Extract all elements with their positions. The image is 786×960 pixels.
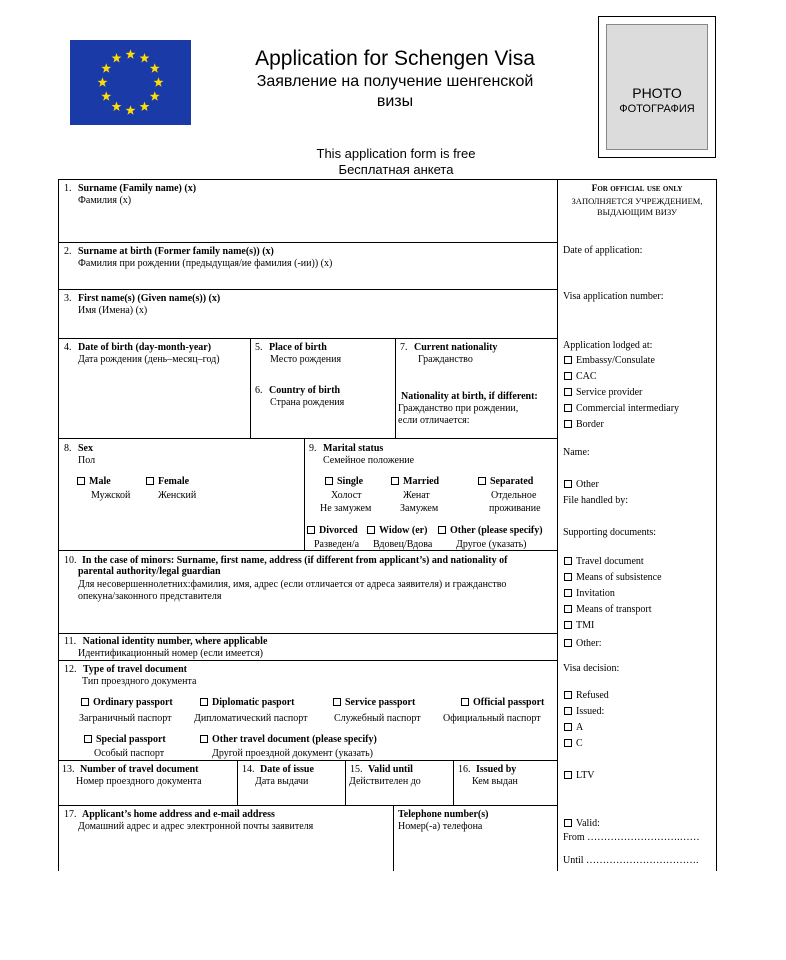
checkbox-icon[interactable] — [564, 819, 572, 827]
field-sex: 8. Sex — [64, 443, 93, 454]
valid-from-field[interactable]: From ……………………….…… — [563, 832, 700, 843]
field-issued-by-ru: Кем выдан — [472, 776, 518, 787]
decision-valid-option[interactable]: Valid: — [564, 818, 600, 830]
support-option-4[interactable]: TMI — [564, 620, 594, 632]
field-nationality-ru: Гражданство — [418, 354, 473, 365]
field-surname-birth[interactable]: 2. Surname at birth (Former family name(s)) (x) — [64, 246, 274, 257]
field-travel-doc-ru: Тип проездного документа — [82, 676, 197, 687]
support-option-5[interactable]: Other: — [564, 638, 602, 650]
decision-refused-option[interactable]: Refused — [564, 690, 609, 702]
doc-official-option[interactable]: Official passport — [461, 697, 544, 709]
lodged-option-0[interactable]: Embassy/Consulate — [564, 355, 655, 367]
free-notice-ru: Бесплатная анкета — [338, 162, 454, 177]
doc-other-option[interactable]: Other travel document (please specify) — [200, 734, 377, 746]
photo-placeholder — [606, 24, 708, 150]
checkbox-icon[interactable] — [564, 356, 572, 364]
checkbox-icon[interactable] — [146, 477, 154, 485]
support-option-3[interactable]: Means of transport — [564, 604, 652, 616]
checkbox-icon[interactable] — [564, 480, 572, 488]
field-valid-ru: Действителен до — [349, 776, 421, 787]
checkbox-icon[interactable] — [438, 526, 446, 534]
field-doc-number-ru: Номер проездного документа — [76, 776, 202, 787]
field-national-id-label: National identity number, where applicable — [82, 636, 268, 647]
official-file-handled[interactable]: File handled by: — [563, 495, 628, 506]
checkbox-icon[interactable] — [564, 621, 572, 629]
field-nationality-label: Current nationality — [414, 342, 498, 353]
title-ru: Заявление на получение шенгенской визы — [256, 73, 534, 110]
eu-flag — [70, 40, 191, 125]
field-nationality-birth-label[interactable]: Nationality at birth, if different: — [401, 391, 538, 402]
photo-box — [598, 16, 716, 158]
doc-special-option[interactable]: Special passport — [84, 734, 166, 746]
decision-c-option[interactable]: C — [564, 738, 583, 750]
field-cob-label: Country of birth — [269, 385, 341, 396]
marital-single-ru2: Не замужем — [320, 503, 372, 514]
official-visa-decision: Visa decision: — [563, 663, 620, 674]
marital-married-ru2: Замужем — [400, 503, 439, 514]
field-minors-ru1: Для несовершеннолетних:фамилия, имя, адрес (если отличается от адреса заявителя) и гражданство — [78, 579, 507, 590]
lodged-option-3[interactable]: Commercial intermediary — [564, 403, 679, 415]
doc-ordinary-option[interactable]: Ordinary passport — [81, 697, 173, 709]
checkbox-icon[interactable] — [564, 388, 572, 396]
checkbox-icon[interactable] — [81, 698, 89, 706]
field-surname-ru: Фамилия (x) — [78, 195, 132, 206]
doc-special-ru: Особый паспорт — [94, 748, 165, 759]
field-minors[interactable]: 10. In the case of minors: Surname, first name, address (if different from applicant’s) and nationality of — [64, 555, 508, 566]
checkbox-icon[interactable] — [77, 477, 85, 485]
marital-other-option[interactable]: Other (please specify) — [438, 525, 543, 537]
field-home-address[interactable]: 17. Applicant’s home address and e-mail address — [64, 809, 275, 820]
field-first-name[interactable]: 3. First name(s) (Given name(s)) (x) — [64, 293, 221, 304]
field-marital-status: 9. Marital status — [309, 443, 384, 454]
field-minors-label1: In the case of minors: Surname, first name, address (if different from applicant’s) and nationality of — [82, 555, 508, 566]
doc-official-ru: Официальный паспорт — [443, 713, 541, 724]
checkbox-icon[interactable] — [564, 404, 572, 412]
marital-widow-ru: Вдовец/Вдова — [373, 539, 433, 550]
checkbox-icon[interactable] — [564, 707, 572, 715]
title-en: Application for Schengen Visa — [255, 47, 535, 70]
photo-label-ru: ФОТОГРАФИЯ — [619, 103, 695, 115]
field-minors-ru2: опекуна/законного представителя — [78, 591, 222, 602]
lodged-option-2[interactable]: Service provider — [564, 387, 642, 399]
field-travel-doc-label: Type of travel document — [83, 664, 187, 675]
support-option-0[interactable]: Travel document — [564, 556, 644, 568]
marital-separated-ru2: проживание — [489, 503, 541, 514]
support-option-1[interactable]: Means of subsistence — [564, 572, 662, 584]
marital-divorced-option[interactable]: Divorced — [307, 525, 358, 537]
field-telephone-ru: Номер(-а) телефона — [398, 821, 483, 832]
checkbox-icon[interactable] — [367, 526, 375, 534]
form-title — [240, 46, 550, 112]
field-issue-ru: Дата выдачи — [255, 776, 309, 787]
checkbox-icon[interactable] — [325, 477, 333, 485]
field-valid-label: Valid until — [368, 764, 413, 775]
field-sex-ru: Пол — [78, 455, 96, 466]
field-country-of-birth[interactable]: 6. Country of birth — [255, 385, 341, 396]
field-pob-ru: Место рождения — [270, 354, 342, 365]
marital-other-ru: Другое (указать) — [456, 539, 527, 550]
field-dob-label: Date of birth (day-month-year) — [78, 342, 212, 353]
field-first-name-ru: Имя (Имена) (x) — [78, 305, 148, 316]
valid-until-field[interactable]: Until ……………………………. — [563, 855, 699, 866]
free-notice — [258, 146, 534, 178]
official-other-option[interactable]: Other — [564, 479, 599, 491]
checkbox-icon[interactable] — [200, 735, 208, 743]
field-valid-until[interactable]: 15. Valid until — [350, 764, 413, 775]
field-dob-ru: Дата рождения (день–месяц–год) — [78, 354, 220, 365]
official-supporting-docs: Supporting documents: — [563, 527, 657, 538]
checkbox-icon[interactable] — [564, 589, 572, 597]
lodged-option-4[interactable]: Border — [564, 419, 604, 431]
field-travel-doc-type: 12. Type of travel document — [64, 664, 187, 675]
official-use-title: For official use only — [591, 184, 683, 194]
checkbox-icon[interactable] — [564, 420, 572, 428]
official-visa-number[interactable]: Visa application number: — [563, 291, 664, 302]
field-doc-number[interactable]: 13. Number of travel document — [62, 764, 199, 775]
field-date-of-birth[interactable]: 4. Date of birth (day-month-year) — [64, 342, 212, 353]
field-pob-label: Place of birth — [269, 342, 327, 353]
checkbox-icon[interactable] — [333, 698, 341, 706]
sex-male-ru: Мужской — [91, 490, 131, 501]
checkbox-icon[interactable] — [84, 735, 92, 743]
field-issue-label: Date of issue — [260, 764, 314, 775]
field-address-label: Applicant’s home address and e-mail address — [82, 809, 275, 820]
field-surname-birth-ru: Фамилия при рождении (предыдущая/ие фамилия (-ии)) (x) — [78, 258, 333, 269]
field-surname-label: Surname (Family name) (x) — [78, 183, 197, 194]
official-date-of-application[interactable]: Date of application: — [563, 245, 643, 256]
marital-widow-option[interactable]: Widow (er) — [367, 525, 427, 537]
checkbox-icon[interactable] — [564, 605, 572, 613]
checkbox-icon[interactable] — [307, 526, 315, 534]
field-issued-by[interactable]: 16. Issued by — [458, 764, 517, 775]
checkbox-icon[interactable] — [564, 557, 572, 565]
sex-female-option[interactable]: Female — [146, 476, 189, 488]
field-address-ru: Домашний адрес и адрес электронной почты заявителя — [78, 821, 314, 832]
checkbox-icon[interactable] — [564, 573, 572, 581]
checkbox-icon[interactable] — [564, 723, 572, 731]
checkbox-icon[interactable] — [564, 639, 572, 647]
decision-ltv-option[interactable]: LTV — [564, 770, 595, 782]
free-notice-en: This application form is free — [316, 146, 476, 161]
checkbox-icon[interactable] — [461, 698, 469, 706]
field-place-of-birth[interactable]: 5. Place of birth — [255, 342, 327, 353]
field-nationality-birth-ru2: если отличается: — [398, 415, 470, 426]
marital-separated-ru1: Отдельное — [491, 490, 537, 501]
doc-service-option[interactable]: Service passport — [333, 697, 415, 709]
marital-single-ru1: Холост — [331, 490, 362, 501]
field-nationality[interactable]: 7. Current nationality — [400, 342, 498, 353]
doc-other-ru: Другой проездной документ (указать) — [212, 748, 374, 759]
marital-divorced-ru: Разведен/а — [314, 539, 360, 550]
official-use-ru2: ВЫДАЮЩИМ ВИЗУ — [596, 207, 678, 217]
marital-married-option[interactable]: Married — [391, 476, 439, 488]
marital-separated-option[interactable]: Separated — [478, 476, 533, 488]
field-marital-ru: Семейное положение — [323, 455, 415, 466]
checkbox-icon[interactable] — [478, 477, 486, 485]
sex-female-ru: Женский — [158, 490, 197, 501]
marital-single-option[interactable]: Single — [325, 476, 363, 488]
checkbox-icon[interactable] — [564, 691, 572, 699]
field-first-name-label: First name(s) (Given name(s)) (x) — [78, 293, 221, 304]
checkbox-icon[interactable] — [391, 477, 399, 485]
field-sex-label: Sex — [78, 443, 93, 454]
official-name[interactable]: Name: — [563, 447, 590, 458]
checkbox-icon[interactable] — [200, 698, 208, 706]
marital-married-ru1: Женат — [403, 490, 430, 501]
checkbox-icon[interactable] — [564, 771, 572, 779]
field-marital-label: Marital status — [323, 443, 384, 454]
field-issued-by-label: Issued by — [476, 764, 517, 775]
field-minors-label2: parental authority/legal guardian — [78, 566, 221, 577]
support-option-2[interactable]: Invitation — [564, 588, 615, 600]
eu-stars-icon — [70, 40, 191, 125]
doc-ordinary-ru: Заграничный паспорт — [79, 713, 172, 724]
lodged-option-1[interactable]: CAC — [564, 371, 597, 383]
official-use-ru1: ЗАПОЛНЯЕТСЯ УЧРЕЖДЕНИЕМ, — [571, 196, 703, 206]
field-date-of-issue[interactable]: 14. Date of issue — [242, 764, 314, 775]
doc-diplomatic-option[interactable]: Diplomatic pasport — [200, 697, 295, 709]
sex-male-option[interactable]: Male — [77, 476, 111, 488]
decision-issued-option[interactable]: Issued: — [564, 706, 604, 718]
photo-label-en: PHOTO — [632, 85, 682, 101]
checkbox-icon[interactable] — [564, 739, 572, 747]
checkbox-icon[interactable] — [564, 372, 572, 380]
decision-a-option[interactable]: A — [564, 722, 583, 734]
field-national-id-ru: Идентификационный номер (если имеется) — [78, 648, 263, 659]
doc-diplomatic-ru: Дипломатический паспорт — [194, 713, 308, 724]
field-nationality-birth-ru1: Гражданство при рождении, — [398, 403, 519, 414]
doc-service-ru: Служебный паспорт — [334, 713, 421, 724]
field-doc-number-label: Number of travel document — [80, 764, 199, 775]
field-telephone[interactable]: Telephone number(s) — [398, 809, 489, 820]
field-surname[interactable]: 1. Surname (Family name) (x) — [64, 183, 197, 194]
official-lodged-at: Application lodged at: — [563, 340, 653, 351]
field-surname-birth-label: Surname at birth (Former family name(s)) (x) — [78, 246, 274, 257]
field-cob-ru: Страна рождения — [270, 397, 345, 408]
field-national-id[interactable]: 11. National identity number, where applicable — [64, 636, 268, 647]
